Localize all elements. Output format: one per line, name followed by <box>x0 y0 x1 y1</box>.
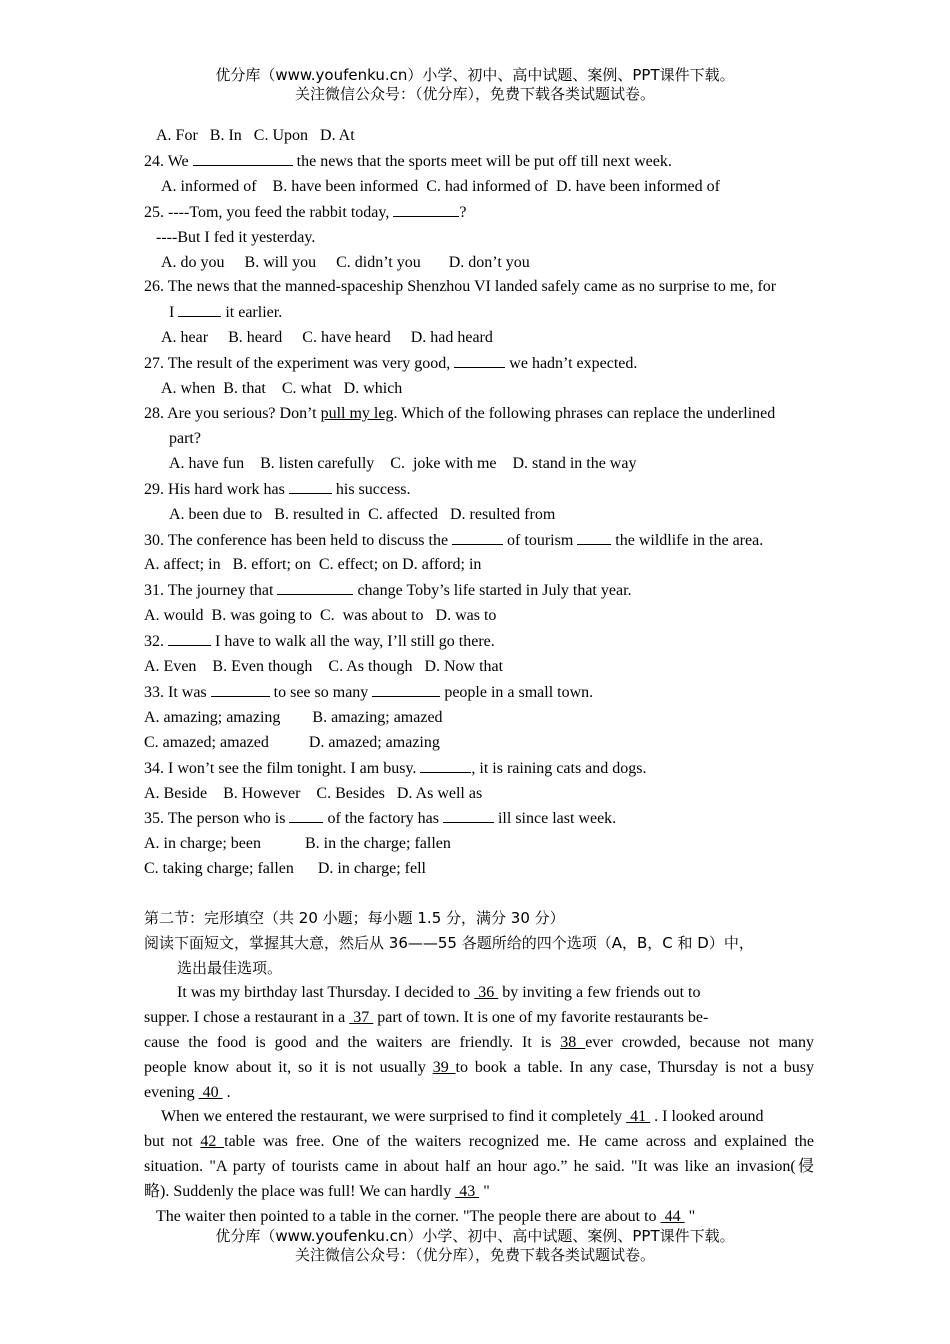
q35-options-1: A. in charge; been B. in the charge; fallen <box>144 835 451 853</box>
q28-stem: 28. Are you serious? Don’t pull my leg. Which of the following phrases can replace the underlined <box>144 404 776 422</box>
answer-blank <box>372 680 440 697</box>
q27-stem: 27. The result of the experiment was very good, we hadn’t expected. <box>144 351 814 377</box>
q31-options: A. would B. was going to C. was about to D. was to <box>144 607 497 625</box>
passage-line: situation. "A party of tourists came in about half an hour ago.” he said. "It was like an invasion(侵 <box>144 1158 814 1176</box>
q30-options: A. affect; in B. effort; on C. effect; on D. afford; in <box>144 556 482 574</box>
q26-stem-cont: I it earlier. <box>144 300 814 326</box>
q30-stem: 30. The conference has been held to discuss the of tourism the wildlife in the area. <box>144 528 814 554</box>
answer-blank <box>393 200 459 217</box>
passage-line: supper. I chose a restaurant in a 37 part of town. It is one of my favorite restaurants be- <box>144 1008 709 1026</box>
answer-blank <box>454 351 505 368</box>
underlined-phrase: pull my leg <box>320 404 394 422</box>
q24-stem: 24. We the news that the sports meet will be put off till next week. <box>144 149 814 175</box>
footer-line-2: 关注微信公众号：（优分库），免费下载各类试题试卷。 <box>294 1246 655 1264</box>
answer-blank <box>178 300 221 317</box>
q25-reply: ----But I fed it yesterday. <box>156 228 316 246</box>
answer-blank <box>193 149 293 166</box>
answer-blank <box>289 477 332 494</box>
q26-options: A. hear B. heard C. have heard D. had heard <box>161 329 493 347</box>
blank-37: 37 <box>349 1008 374 1026</box>
q23-options: A. For B. In C. Upon D. At <box>156 127 355 144</box>
page-footer <box>0 1227 950 1265</box>
header-line-2: 关注微信公众号：（优分库），免费下载各类试题试卷。 <box>294 85 655 103</box>
answer-blank <box>289 806 323 823</box>
answer-blank <box>168 629 211 646</box>
q29-options: A. been due to B. resulted in C. affected D. resulted from <box>169 505 556 523</box>
answer-blank <box>277 578 353 595</box>
q31-stem: 31. The journey that change Toby’s life started in July that year. <box>144 578 814 604</box>
blank-43: 43 <box>455 1183 480 1201</box>
q33-options-1: A. amazing; amazing B. amazing; amazed <box>144 708 443 726</box>
q24-options: A. informed of B. have been informed C. had informed of D. have been informed of <box>161 177 720 195</box>
passage-line: cause the food is good and the waiters are friendly. It is 38 ever crowded, because not many <box>144 1033 815 1051</box>
blank-44: 44 <box>660 1208 685 1226</box>
section-gap <box>144 882 814 906</box>
passage-line: 略). Suddenly the place was full! We can hardly 43 " <box>144 1183 490 1201</box>
blank-42: 42 <box>200 1133 225 1151</box>
exam-content <box>144 124 814 1230</box>
passage-line: people know about it, so it is not usually 39 to book a table. In any case, Thursday is not a busy <box>144 1058 814 1076</box>
page-header <box>0 66 950 104</box>
q33-stem: 33. It was to see so many people in a small town. <box>144 680 814 706</box>
blank-40: 40 <box>198 1083 223 1101</box>
header-line-1: 优分库（www.youfenku.cn）小学、初中、高中试题、案例、PPT课件下载。 <box>215 66 735 84</box>
q35-options-2: C. taking charge; fallen D. in charge; fell <box>144 860 426 878</box>
passage-line: evening 40 . <box>144 1083 231 1101</box>
passage-line: It was my birthday last Thursday. I decided to 36 by inviting a few friends out to <box>177 983 701 1001</box>
answer-blank <box>452 528 503 545</box>
section-2-title: 第二节：完形填空（共 20 小题；每小题 1.5 分，满分 30 分） <box>144 909 565 928</box>
passage-line: When we entered the restaurant, we were surprised to find it completely 41 . I looked around <box>161 1108 764 1126</box>
answer-blank <box>420 756 471 773</box>
answer-blank <box>443 806 494 823</box>
q34-stem: 34. I won’t see the film tonight. I am busy. , it is raining cats and dogs. <box>144 756 814 782</box>
passage-line: The waiter then pointed to a table in the corner. "The people there are about to 44 " <box>156 1208 696 1226</box>
q35-stem: 35. The person who is of the factory has ill since last week. <box>144 806 814 832</box>
q33-options-2: C. amazed; amazed D. amazed; amazing <box>144 733 440 751</box>
q25-options: A. do you B. will you C. didn’t you D. don’t you <box>161 253 530 271</box>
answer-blank <box>211 680 270 697</box>
answer-blank <box>577 528 611 545</box>
section-2-instruction-cont: 选出最佳选项。 <box>177 959 283 977</box>
q32-options: A. Even B. Even though C. As though D. Now that <box>144 658 504 676</box>
section-2-instruction: 阅读下面短文，掌握其大意，然后从 36——55 各题所给的四个选项（A，B，C 和 D）中， <box>144 934 754 953</box>
blank-38: 38 <box>560 1033 586 1051</box>
q25-stem: 25. ----Tom, you feed the rabbit today, ? <box>144 200 814 226</box>
blank-39: 39 <box>432 1058 456 1076</box>
footer-line-1: 优分库（www.youfenku.cn）小学、初中、高中试题、案例、PPT课件下载。 <box>215 1227 735 1245</box>
passage-line: but not 42 table was free. One of the waiters recognized me. He came across and explained the <box>144 1133 815 1151</box>
blank-41: 41 <box>626 1108 651 1126</box>
q28-options: A. have fun B. listen carefully C. joke with me D. stand in the way <box>169 454 637 472</box>
q32-stem: 32. I have to walk all the way, I’ll still go there. <box>144 629 814 655</box>
blank-36: 36 <box>474 983 499 1001</box>
q28-stem-cont: part? <box>169 429 201 447</box>
q29-stem: 29. His hard work has his success. <box>144 477 814 503</box>
q26-stem: 26. The news that the manned-spaceship Shenzhou VI landed safely came as no surprise to me, for <box>144 278 777 296</box>
q34-options: A. Beside B. However C. Besides D. As well as <box>144 784 483 802</box>
q27-options: A. when B. that C. what D. which <box>161 380 403 398</box>
